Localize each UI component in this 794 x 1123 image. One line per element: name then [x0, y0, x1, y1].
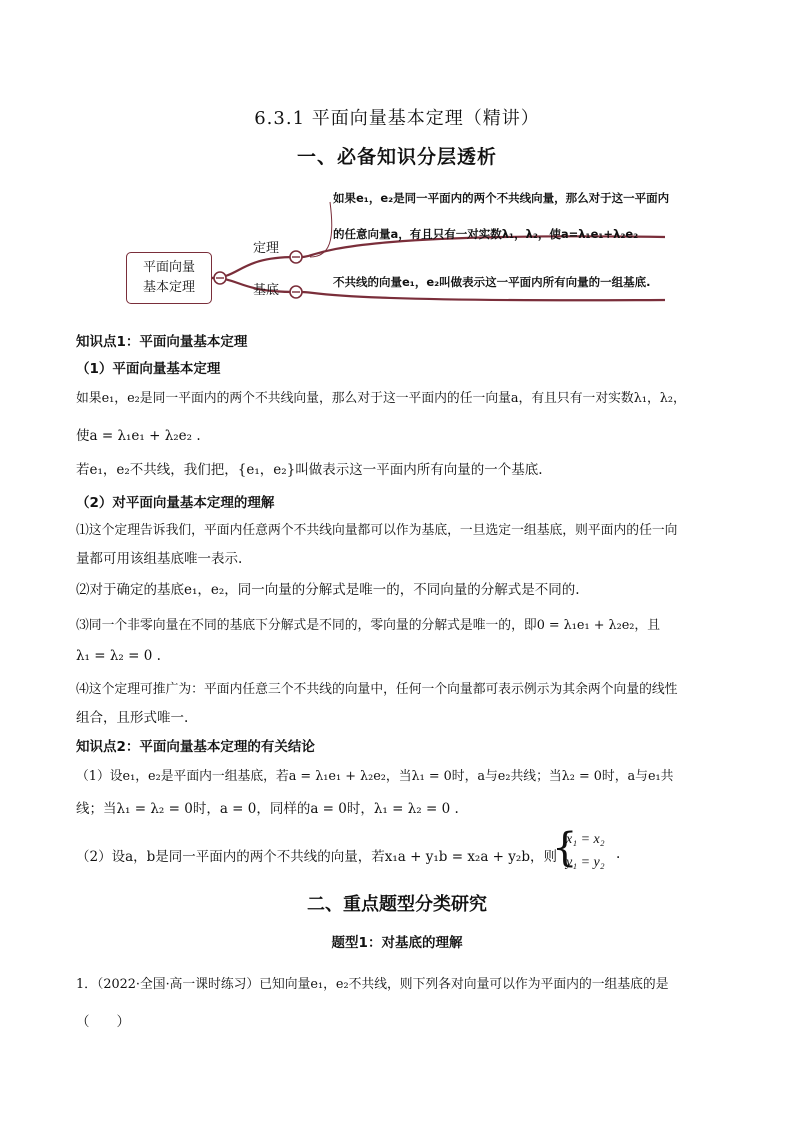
kp1-s2-item2: ⑵对于确定的基底e₁，e₂，同一向量的分解式是唯一的，不同向量的分解式是不同的. — [76, 582, 580, 598]
section-two-title: 二、重点题型分类研究 — [307, 894, 487, 915]
kp1-s1-line3: 若e₁，e₂不共线，我们把，{e₁，e₂}叫做表示这一平面内所有向量的一个基底. — [76, 462, 543, 478]
question1-line2: （ ） — [76, 1014, 130, 1030]
kp1-s2-heading: （2）对平面向量基本定理的理解 — [76, 495, 275, 511]
mindmap-root-node — [126, 252, 212, 304]
mindmap — [120, 182, 680, 312]
kp1-s1-line1: 如果e₁，e₂是同一平面内的两个不共线向量，那么对于这一平面内的任一向量a，有且只有一对实数λ₁，λ₂， — [76, 391, 686, 406]
kp1-s2-item3b: λ₁ = λ₂ = 0 . — [76, 648, 161, 664]
mindmap-root-line1: 平面向量 — [142, 260, 195, 275]
kp2-heading: 知识点2：平面向量基本定理的有关结论 — [76, 739, 315, 755]
kp1-s2-item4b: 组合，且形式唯一. — [76, 710, 189, 726]
mindmap-root-line2: 基本定理 — [142, 280, 195, 295]
type1-heading: 题型1：对基底的理解 — [331, 935, 463, 951]
kp2-c2-eq2: y₁ = y₂ — [566, 855, 605, 870]
mindmap-branch-basis: 基底 — [253, 283, 280, 298]
branch2-underline — [302, 292, 665, 300]
mindmap-theorem-line1: 如果e₁，e₂是同一平面内的两个不共线向量，那么对于这一平面内 — [333, 191, 670, 205]
brace-icon: { — [552, 825, 578, 871]
kp1-s1-line2: 使a = λ₁e₁ + λ₂e₂ . — [76, 428, 201, 444]
section-one-title: 一、必备知识分层透析 — [296, 146, 497, 168]
kp2-c2-end: . — [616, 846, 621, 862]
page-title: 6.3.1 平面向量基本定理（精讲） — [254, 108, 540, 129]
question1-line1: 1．（2022·全国·高一课时练习）已知向量e₁，e₂不共线，则下列各对向量可以作为平面内的一组基底的是 — [76, 977, 669, 992]
kp1-s2-item3a: ⑶同一个非零向量在不同的基底下分解式是不同的，零向量的分解式是唯一的，即0 = λ₁e₁ + λ₂e₂，且 — [76, 618, 661, 633]
kp2-c2-text: （2）设a，b是同一平面内的两个不共线的向量，若x₁a + y₁b = x₂a + y₂b，则 — [76, 849, 557, 865]
mindmap-branch-theorem: 定理 — [253, 241, 280, 256]
kp1-s2-item1a: ⑴这个定理告诉我们，平面内任意两个不共线向量都可以作为基底，一旦选定一组基底，则平面内的任一向 — [76, 523, 678, 538]
kp2-c1-line1: （1）设e₁，e₂是平面内一组基底，若a = λ₁e₁ + λ₂e₂，当λ₁ = 0时，a与e₂共线；当λ₂ = 0时，a与e₁共 — [76, 769, 674, 784]
kp1-s2-item1b: 量都可用该组基底唯一表示. — [76, 551, 243, 567]
mindmap-theorem-line2: 的任意向量a，有且只有一对实数λ₁，λ₂，使a=λ₁e₁+λ₂e₂ — [333, 227, 639, 241]
kp2-c1-line2: 线；当λ₁ = λ₂ = 0时，a = 0，同样的a = 0时，λ₁ = λ₂ = 0 . — [76, 801, 459, 817]
kp1-heading: 知识点1：平面向量基本定理 — [76, 334, 248, 350]
mindmap-basis-text: 不共线的向量e₁，e₂叫做表示这一平面内所有向量的一组基底. — [333, 275, 651, 289]
kp2-c2-eq1: x₁ = x₂ — [566, 832, 605, 847]
kp1-s1-heading: （1）平面向量基本定理 — [76, 361, 221, 377]
kp1-s2-item4a: ⑷这个定理可推广为：平面内任意三个不共线的向量中，任何一个向量都可表示例示为其余两个向量的线性 — [76, 682, 678, 697]
